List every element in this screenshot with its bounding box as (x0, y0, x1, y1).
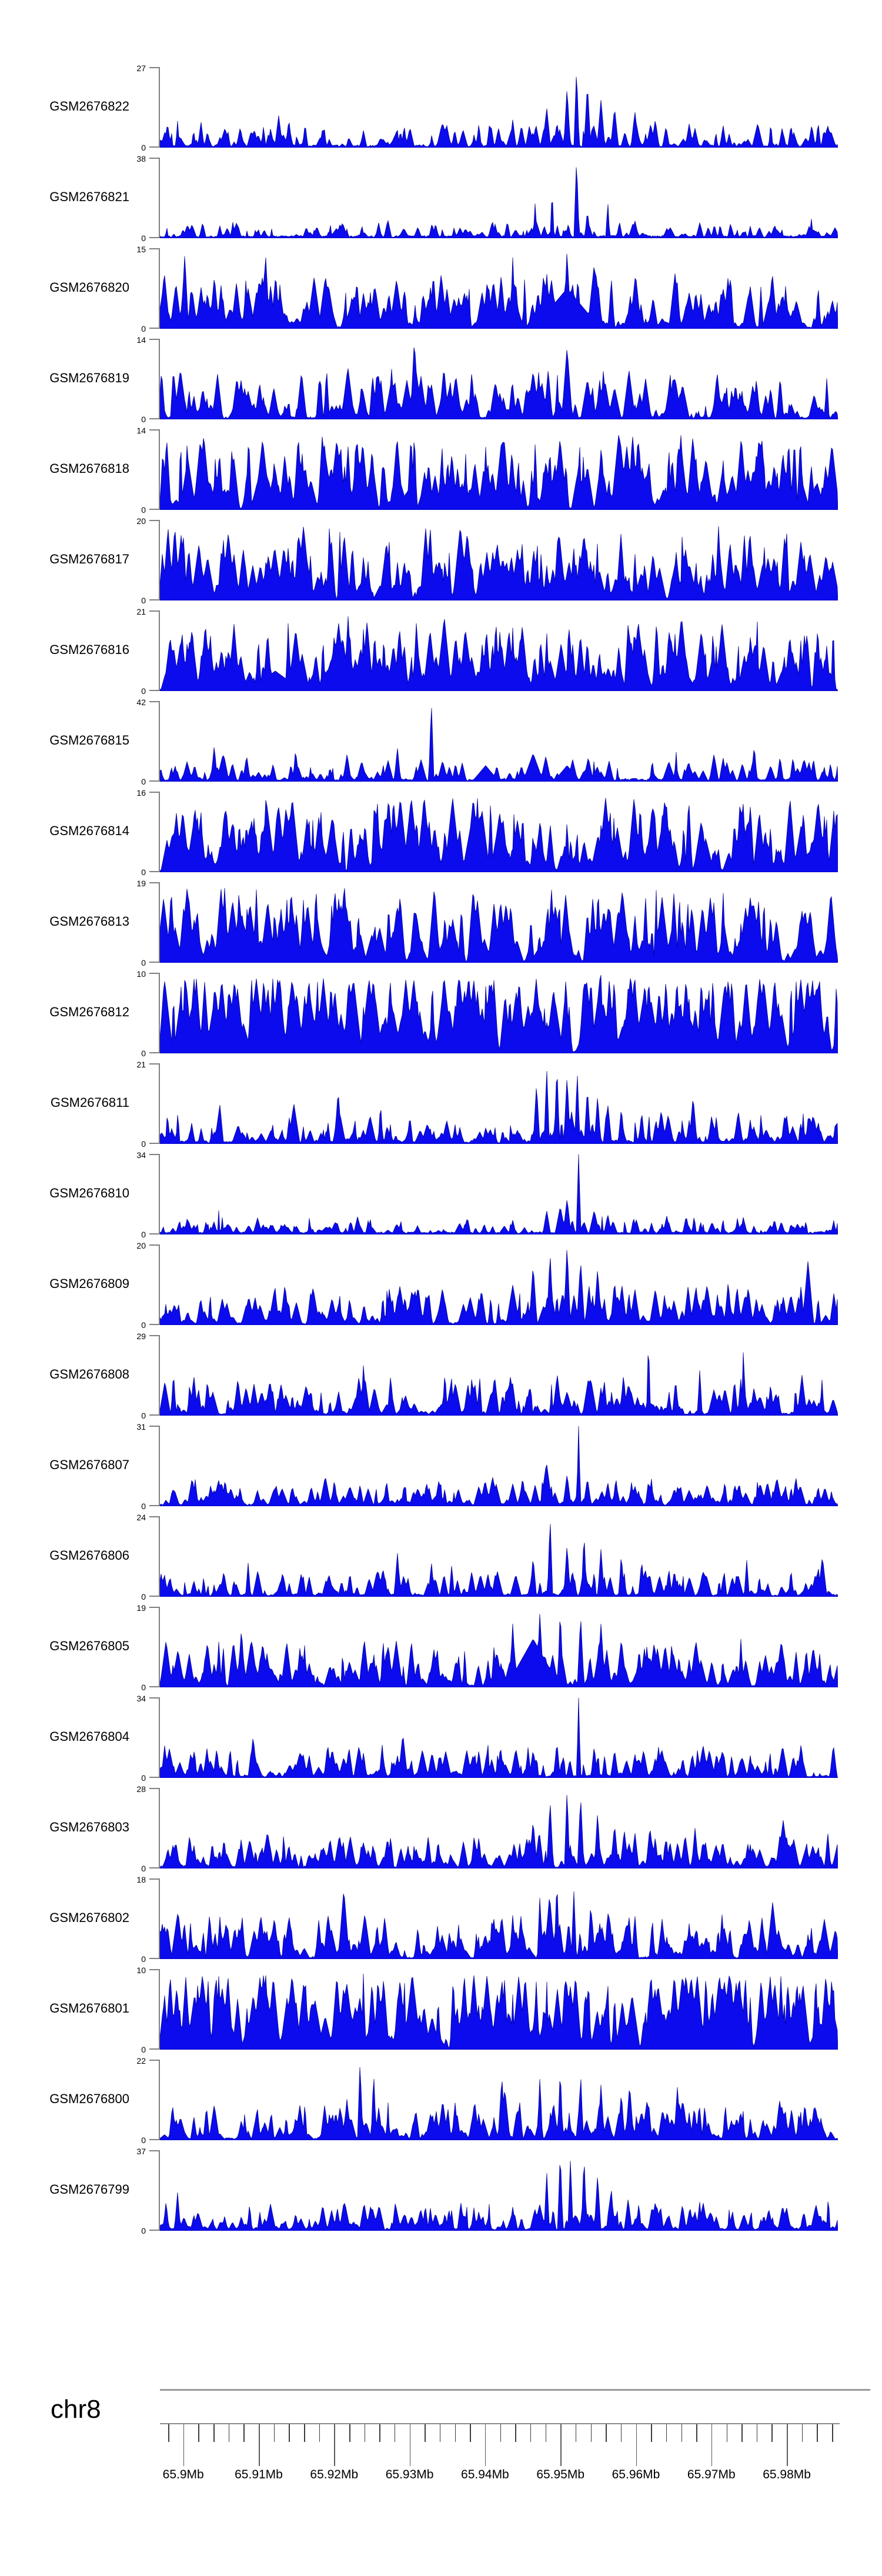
signal-path (160, 77, 838, 148)
y-max-value: 14 (136, 335, 146, 345)
y-axis-top-tick (149, 339, 159, 340)
ruler-minor-tick (198, 2424, 199, 2442)
track-label: GSM2676818 (49, 461, 129, 476)
y-axis-zero-tick (149, 780, 159, 782)
y-zero-value: 0 (141, 686, 146, 696)
ruler-minor-tick (666, 2424, 667, 2442)
signal-area (160, 1426, 838, 1506)
y-axis-zero-tick (149, 599, 159, 600)
ruler-minor-tick (621, 2424, 622, 2442)
signal-area (160, 792, 838, 872)
y-zero-value: 0 (141, 1320, 146, 1330)
signal-path (160, 2161, 838, 2231)
y-axis-zero-tick (149, 1958, 159, 1959)
y-axis-top-tick (149, 1607, 159, 1608)
y-zero-value: 0 (141, 958, 146, 967)
y-max-value: 20 (136, 516, 146, 526)
signal-path (160, 348, 838, 419)
ruler-minor-tick (832, 2424, 833, 2442)
ruler-minor-tick (757, 2424, 758, 2442)
ruler-minor-tick (515, 2424, 516, 2442)
signal-area (160, 1697, 838, 1778)
y-zero-value: 0 (141, 1230, 146, 1239)
ruler-minor-tick (379, 2424, 380, 2442)
track-label: GSM2676801 (49, 2001, 129, 2016)
y-axis-top-tick (149, 1426, 159, 1427)
ruler-position-label: 65.98Mb (763, 2468, 811, 2481)
signal-area (160, 701, 838, 782)
signal-path (160, 1071, 838, 1144)
y-zero-value: 0 (141, 1592, 146, 1601)
y-max-value: 31 (136, 1422, 146, 1432)
y-zero-value: 0 (141, 1954, 146, 1964)
signal-path (160, 254, 838, 329)
y-axis-zero-tick (149, 146, 159, 148)
signal-path (160, 1891, 838, 1959)
y-axis-zero-tick (149, 1867, 159, 1868)
track-label: GSM2676809 (49, 1276, 129, 1291)
signal-area (160, 1516, 838, 1597)
y-axis-top-tick (149, 2150, 159, 2151)
signal-area (160, 1244, 838, 1325)
y-max-value: 34 (136, 1694, 146, 1703)
track-label: GSM2676808 (49, 1367, 129, 1382)
signal-path (160, 616, 838, 691)
y-axis-top-tick (149, 2060, 159, 2061)
signal-area (160, 973, 838, 1053)
y-axis-top-tick (149, 1335, 159, 1336)
y-max-value: 15 (136, 245, 146, 254)
signal-path (160, 708, 838, 782)
track-label: GSM2676819 (49, 371, 129, 385)
ruler-position-label: 65.96Mb (612, 2468, 660, 2481)
y-max-value: 16 (136, 788, 146, 798)
y-zero-value: 0 (141, 1773, 146, 1783)
ruler-minor-tick (304, 2424, 305, 2442)
signal-path (160, 888, 838, 963)
ruler-minor-tick (727, 2424, 728, 2442)
ruler-minor-tick (651, 2424, 652, 2442)
y-axis-zero-tick (149, 1324, 159, 1325)
y-zero-value: 0 (141, 1411, 146, 1420)
y-axis-zero-tick (149, 2139, 159, 2140)
signal-path (160, 1524, 838, 1597)
y-zero-value: 0 (141, 777, 146, 786)
ruler-minor-tick (440, 2424, 441, 2442)
signal-area (160, 520, 838, 600)
y-zero-value: 0 (141, 324, 146, 333)
y-zero-value: 0 (141, 415, 146, 424)
y-max-value: 21 (136, 1060, 146, 1069)
y-axis-zero-tick (149, 1143, 159, 1144)
y-axis-top-tick (149, 1063, 159, 1065)
signal-area (160, 67, 838, 148)
y-axis-zero-tick (149, 328, 159, 329)
ruler-minor-tick (168, 2424, 169, 2442)
signal-path (160, 1614, 838, 1687)
signal-path (160, 435, 838, 510)
ruler-minor-tick (349, 2424, 350, 2442)
y-zero-value: 0 (141, 1864, 146, 1873)
ruler-minor-tick (500, 2424, 502, 2442)
y-zero-value: 0 (141, 867, 146, 877)
y-axis-top-tick (149, 520, 159, 521)
ruler-major-tick (711, 2424, 713, 2466)
signal-path (160, 1795, 838, 1868)
y-zero-value: 0 (141, 1683, 146, 1692)
ruler-minor-tick (530, 2424, 532, 2442)
y-axis-zero-tick (149, 962, 159, 963)
signal-path (160, 168, 838, 239)
y-axis-zero-tick (149, 1596, 159, 1597)
track-label: GSM2676811 (50, 1095, 129, 1110)
y-max-value: 28 (136, 1784, 146, 1794)
y-axis-top-tick (149, 973, 159, 974)
signal-path (160, 798, 838, 872)
ruler-major-tick (334, 2424, 335, 2466)
y-axis-zero-tick (149, 418, 159, 419)
y-zero-value: 0 (141, 2226, 146, 2235)
signal-area (160, 1335, 838, 1416)
y-axis-top-tick (149, 882, 159, 883)
y-axis-top-tick (149, 701, 159, 702)
ruler-minor-tick (365, 2424, 366, 2442)
signal-area (160, 1607, 838, 1687)
y-axis-zero-tick (149, 1505, 159, 1506)
signal-path (160, 1250, 838, 1326)
track-label: GSM2676800 (49, 2091, 129, 2106)
ruler-minor-tick (455, 2424, 456, 2442)
y-axis-top-tick (149, 1697, 159, 1699)
ruler-major-tick (787, 2424, 788, 2466)
y-axis-zero-tick (149, 1777, 159, 1778)
signal-area (160, 1878, 838, 1959)
ruler-minor-tick (817, 2424, 818, 2442)
y-axis-zero-tick (149, 1686, 159, 1687)
y-max-value: 37 (136, 2147, 146, 2156)
y-max-value: 18 (136, 1875, 146, 1884)
signal-area (160, 1154, 838, 1234)
ruler-minor-tick (681, 2424, 683, 2442)
track-label: GSM2676821 (49, 189, 129, 204)
ruler-minor-tick (741, 2424, 743, 2442)
signal-path (160, 975, 838, 1053)
signal-area (160, 1969, 838, 2050)
ruler-position-label: 65.93Mb (385, 2468, 434, 2481)
ruler-minor-tick (591, 2424, 592, 2442)
y-axis-top-tick (149, 248, 159, 249)
track-label: GSM2676803 (49, 1820, 129, 1834)
track-label: GSM2676812 (49, 1005, 129, 1019)
y-axis-top-tick (149, 792, 159, 793)
track-label: GSM2676816 (49, 642, 129, 657)
track-label: GSM2676813 (49, 914, 129, 929)
track-label: GSM2676807 (49, 1457, 129, 1472)
ruler-minor-tick (319, 2424, 320, 2442)
ruler-position-label: 65.94Mb (461, 2468, 509, 2481)
y-axis-zero-tick (149, 1414, 159, 1416)
track-label: GSM2676806 (49, 1548, 129, 1563)
track-label: GSM2676805 (49, 1639, 129, 1653)
ruler-minor-tick (771, 2424, 773, 2442)
y-max-value: 42 (136, 698, 146, 707)
y-max-value: 14 (136, 426, 146, 435)
y-zero-value: 0 (141, 233, 146, 243)
signal-area (160, 1788, 838, 1868)
signal-area (160, 610, 838, 691)
ruler-minor-tick (395, 2424, 396, 2442)
y-max-value: 20 (136, 1241, 146, 1250)
ruler-minor-tick (546, 2424, 547, 2442)
y-max-value: 10 (136, 969, 146, 979)
ruler-minor-tick (802, 2424, 803, 2442)
signal-path (160, 1154, 838, 1234)
ruler-minor-tick (289, 2424, 290, 2442)
track-label: GSM2676822 (49, 99, 129, 114)
y-axis-zero-tick (149, 2230, 159, 2231)
ruler-position-label: 65.9Mb (162, 2468, 204, 2481)
ruler-major-tick (183, 2424, 185, 2466)
y-max-value: 19 (136, 879, 146, 888)
chromosome-label: chr8 (51, 2395, 101, 2424)
y-max-value: 24 (136, 1513, 146, 1522)
ruler-position-label: 65.91Mb (235, 2468, 283, 2481)
ruler-minor-tick (425, 2424, 426, 2442)
y-axis-zero-tick (149, 871, 159, 872)
y-axis-zero-tick (149, 509, 159, 510)
ruler-position-label: 65.97Mb (687, 2468, 736, 2481)
y-zero-value: 0 (141, 2135, 146, 2145)
y-zero-value: 0 (141, 2045, 146, 2054)
track-label: GSM2676799 (49, 2182, 129, 2197)
y-axis-zero-tick (149, 1052, 159, 1053)
signal-path (160, 1974, 838, 2050)
signal-area (160, 158, 838, 238)
y-axis-top-tick (149, 1969, 159, 1970)
y-zero-value: 0 (141, 596, 146, 605)
ruler-minor-tick (576, 2424, 577, 2442)
track-label: GSM2676820 (49, 280, 129, 295)
ruler-major-tick (259, 2424, 260, 2466)
signal-area (160, 2060, 838, 2140)
y-max-value: 27 (136, 64, 146, 73)
ruler-major-tick (485, 2424, 486, 2466)
y-zero-value: 0 (141, 1501, 146, 1511)
y-max-value: 22 (136, 2056, 146, 2066)
signal-area (160, 2150, 838, 2231)
y-max-value: 34 (136, 1150, 146, 1160)
y-axis-top-tick (149, 610, 159, 612)
y-axis-zero-tick (149, 1233, 159, 1234)
y-axis-top-tick (149, 1244, 159, 1246)
track-label: GSM2676817 (49, 552, 129, 566)
ruler-minor-tick (213, 2424, 215, 2442)
signal-path (160, 2067, 838, 2140)
y-max-value: 29 (136, 1332, 146, 1341)
signal-path (160, 1352, 838, 1416)
y-axis-top-tick (149, 1788, 159, 1789)
ruler-minor-tick (243, 2424, 245, 2442)
signal-area (160, 882, 838, 963)
y-zero-value: 0 (141, 1049, 146, 1058)
track-label: GSM2676802 (49, 1910, 129, 1925)
y-max-value: 19 (136, 1603, 146, 1613)
y-axis-top-tick (149, 1516, 159, 1517)
signal-path (160, 1426, 838, 1506)
track-label: GSM2676810 (49, 1186, 129, 1200)
track-label: GSM2676804 (49, 1729, 129, 1744)
y-axis-zero-tick (149, 237, 159, 238)
y-max-value: 38 (136, 154, 146, 163)
signal-area (160, 429, 838, 510)
y-axis-top-tick (149, 158, 159, 159)
ruler-minor-tick (274, 2424, 275, 2442)
ruler-top-line (160, 2389, 870, 2391)
signal-area (160, 248, 838, 329)
ruler-position-label: 65.95Mb (536, 2468, 585, 2481)
y-axis-top-tick (149, 1154, 159, 1155)
ruler-minor-tick (696, 2424, 697, 2442)
y-axis-zero-tick (149, 2048, 159, 2050)
signal-path (160, 526, 838, 600)
y-axis-top-tick (149, 67, 159, 68)
y-axis-zero-tick (149, 690, 159, 691)
y-zero-value: 0 (141, 505, 146, 515)
signal-path (160, 1698, 838, 1778)
ruler-major-tick (410, 2424, 411, 2466)
signal-area (160, 339, 838, 419)
ruler-major-tick (560, 2424, 562, 2466)
signal-area (160, 1063, 838, 1144)
ruler-minor-tick (229, 2424, 230, 2442)
y-zero-value: 0 (141, 1139, 146, 1149)
y-axis-top-tick (149, 429, 159, 431)
ruler-minor-tick (606, 2424, 607, 2442)
track-label: GSM2676815 (49, 733, 129, 748)
track-label: GSM2676814 (49, 823, 129, 838)
ruler-position-label: 65.92Mb (310, 2468, 359, 2481)
ruler-major-tick (636, 2424, 637, 2466)
y-max-value: 21 (136, 607, 146, 616)
y-zero-value: 0 (141, 143, 146, 152)
ruler-minor-tick (470, 2424, 471, 2442)
y-max-value: 10 (136, 1966, 146, 1975)
y-axis-top-tick (149, 1878, 159, 1880)
